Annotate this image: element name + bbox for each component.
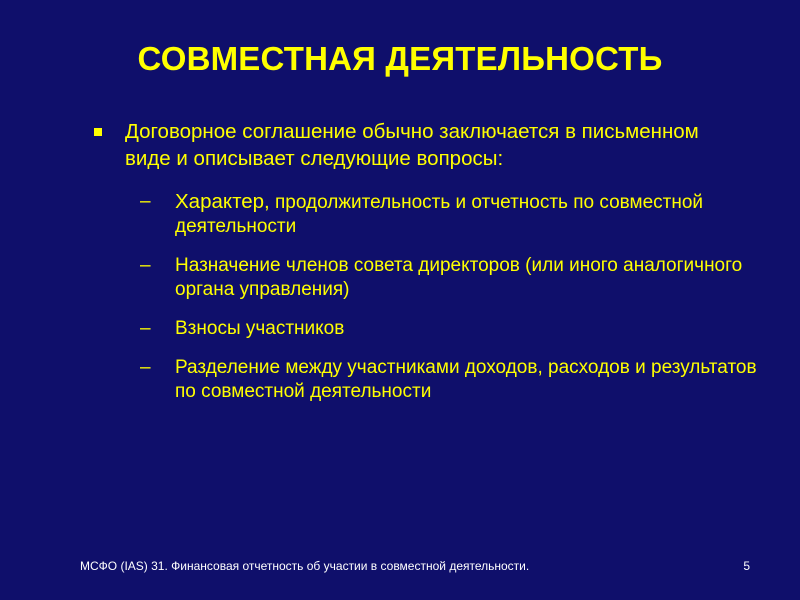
sub-item-text: Назначение членов совета директоров (или иного аналогичного органа управления) [175, 255, 743, 300]
main-bullet [90, 118, 750, 172]
sub-bullet-item [140, 190, 760, 239]
sub-item-text: Разделение между участниками доходов, расходов и результатов по совместной деятельности [175, 357, 757, 402]
dash-bullet-icon: – [140, 357, 151, 378]
dash-bullet-icon: – [140, 191, 151, 212]
sub-bullet-list [140, 190, 760, 419]
sub-bullet-item [140, 254, 760, 302]
footer-text: МСФО (IAS) 31. Финансовая отчетность об участии в совместной деятельности. [80, 559, 530, 573]
sub-item-lead-word: Характер, [175, 190, 270, 213]
sub-item-text: Взносы участников [175, 318, 345, 339]
main-bullet-text: Договорное соглашение обычно заключается в письменном виде и описывает следующие вопросы: [125, 120, 699, 170]
sub-item-text: продолжительность и отчетность по совместной деятельности [175, 192, 704, 237]
square-bullet-icon [94, 128, 102, 136]
dash-bullet-icon: – [140, 255, 151, 276]
dash-bullet-icon: – [140, 318, 151, 339]
sub-bullet-item [140, 317, 760, 341]
sub-bullet-item [140, 356, 760, 404]
slide-title: СОВМЕСТНАЯ ДЕЯТЕЛЬНОСТЬ [137, 40, 663, 77]
page-number: 5 [743, 559, 750, 573]
